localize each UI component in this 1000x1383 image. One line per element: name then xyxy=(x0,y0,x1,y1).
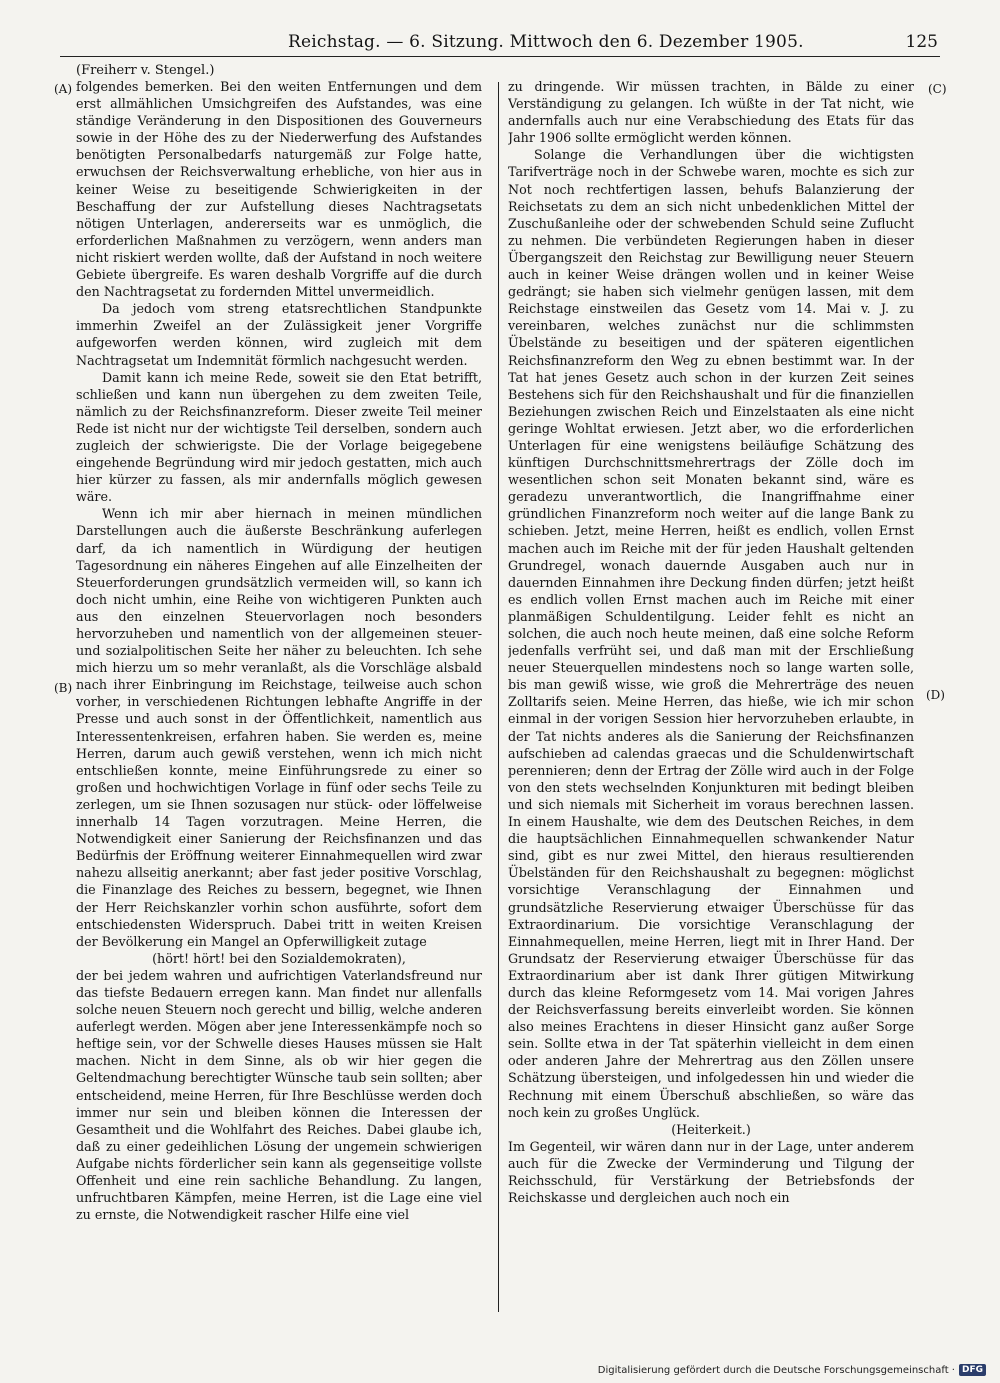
left-paragraph-4: Wenn ich mir aber hiernach in meinen mündlichen Darstellungen auch die äußerste Beschränkung auferlegen darf, da ich namentlich in Würdigung der heutigen Tagesordnung ein näheres Eingehen auf alle Einzelheiten der Steuerforderungen grundsätzlich vermeiden will, so kann ich doch nicht umhin, eine Reihe von wichtigeren Punkten auch aus den einzelnen Steuervorlagen noch besonders hervorzuheben und namentlich von der allgemeinen steuer- und sozialpolitischen Seite her näher zu beleuchten. Ich sehe mich hierzu um so mehr veranlaßt, als die Vorschläge alsbald nach ihrer Einbringung im Reichstage, teilweise auch schon vorher, in verschiedenen Richtungen lebhafte Angriffe in der Presse und auch sonst in der Öffentlichkeit, namentlich aus Interessentenkreisen, erfahren haben. Sie werden es, meine Herren, darum auch gewiß verstehen, wenn ich mich nicht entschließen konnte, meine Einführungsrede zu einer so großen und hochwichtigen Vorlage in fünf oder sechs Teile zu zerlegen, um sie Ihnen sozusagen nur stück- oder löffelweise innerhalb 14 Tagen vorzutragen. Meine Herren, die Notwendigkeit einer Sanierung der Reichsfinanzen und das Bedürfnis der Eröffnung weiterer Einnahmequellen wird zwar nahezu allseitig anerkannt; aber fast jeder positive Vorschlag, die Finanzlage des Reiches zu bessern, begegnet, wie Ihnen der Herr Reichskanzler vorhin schon ausführte, sofort dem entschiedensten Widerspruch. Dabei tritt in weiten Kreisen der Bevölkerung ein Mangel an Opferwilligkeit zutage xyxy=(76,506,482,949)
right-column xyxy=(508,78,914,1303)
margin-marker-a: (A) xyxy=(54,82,73,96)
column-divider xyxy=(498,82,499,1312)
margin-marker-d: (D) xyxy=(926,688,945,702)
page-number: 125 xyxy=(905,32,938,52)
left-paragraph-5: der bei jedem wahren und aufrichtigen Vaterlandsfreund nur das tiefste Bedauern erregen kann. Man findet nur allenfalls solche neuen Steuern noch gerecht und billig, welche anderen auferlegt werden. Mögen aber jene Interessenkämpfe noch so heftige sein, vor der Schwelle dieses Hauses müssen sie Halt machen. Nicht in dem Sinne, als ob wir hier gegen die Geltendmachung berechtigter Wünsche taub sein sollten; aber entscheidend, meine Herren, für Ihre Beschlüsse werden doch immer nur sein und bleiben können die Interessen der Gesamtheit und die Wohlfahrt des Reiches. Dabei glaube ich, daß zu einer gedeihlichen Lösung der ungemein schwierigen Aufgabe nichts förderlicher sein kann als gegenseitige vollste Offenheit und eine rein sachliche Behandlung. Zu langen, unfruchtbaren Kämpfen, meine Herren, ist die Lage eine viel zu ernste, die Notwendigkeit rascher Hilfe eine viel xyxy=(76,967,482,1223)
left-paragraph-2: Da jedoch vom streng etatsrechtlichen Standpunkte immerhin Zweifel an der Zulässigkeit jener Vorgriffe aufgeworfen werden können, wird zugleich mit dem Nachtragsetat um Indemnität förmlich nachgesucht werden. xyxy=(76,301,482,368)
running-header xyxy=(60,30,940,54)
left-paragraph-3: Damit kann ich meine Rede, soweit sie den Etat betrifft, schließen und kann nun übergehen zu dem zweiten Teile, nämlich zu der Reichsfinanzreform. Dieser zweite Teil meiner Rede ist nicht nur der wichtigste Teil derselben, sondern auch zugleich der schwierigste. Die der Vorlage beigegebene eingehende Begründung wird mir jedoch gestatten, mich auch hier kürzer zu fassen, als mir andernfalls möglich gewesen wäre. xyxy=(76,369,482,505)
page-title: Reichstag. — 6. Sitzung. Mittwoch den 6. Dezember 1905. xyxy=(288,32,804,52)
margin-marker-b: (B) xyxy=(54,681,73,695)
left-column xyxy=(76,78,482,1303)
margin-marker-c: (C) xyxy=(928,82,947,96)
right-paragraph-1: zu dringende. Wir müssen trachten, in Bälde zu einer Verständigung zu gelangen. Ich wüßte in der Tat nicht, wie andernfalls auch nur eine Verabschiedung des Etats für das Jahr 1906 sollte ermöglicht werden können. xyxy=(508,79,914,146)
left-interjection: (hört! hört! bei den Sozialdemokraten), xyxy=(152,950,406,966)
dfg-logo: DFG xyxy=(959,1364,986,1376)
speaker-label: (Freiherr v. Stengel.) xyxy=(76,63,215,78)
footer xyxy=(598,1364,986,1376)
right-paragraph-3: Im Gegenteil, wir wären dann nur in der Lage, unter anderem auch für die Zwecke der Verminderung und Tilgung der Reichsschuld, für Verstärkung der Betriebsfonds der Reichskasse und dergleichen auch noch ein xyxy=(508,1138,914,1206)
header-rule xyxy=(60,56,940,57)
right-interjection: (Heiterkeit.) xyxy=(671,1121,751,1137)
footer-text: Digitalisierung gefördert durch die Deutsche Forschungsgemeinschaft · xyxy=(597,1364,955,1376)
left-paragraph-1: folgendes bemerken. Bei den weiten Entfernungen und dem erst allmählichen Umsichgreifen des Aufstandes, was eine ständige Veränderung in den Dispositionen des Gouverneurs sowie in der Höhe des zu der Niederwerfung des Aufstandes benötigten Personalbedarfs naturgemäß zur Folge hatte, erwuchsen der Reichsverwaltung erhebliche, von hier aus in keiner Weise zu beseitigende Schwierigkeiten in der Beschaffung der zur Aufstellung dieses Nachtragsetats nötigen Unterlagen, andererseits war es unmöglich, die erforderlichen Maßnahmen zu verzögern, wenn anders man nicht riskiert werden wollte, daß der Aufstand in noch weitere Gebiete übergreife. Es waren deshalb Vorgriffe auf die durch den Nachtragsetat zu fordernden Mittel unvermeidlich. xyxy=(76,79,482,300)
right-paragraph-2: Solange die Verhandlungen über die wichtigsten Tarifverträge noch in der Schwebe waren, mochte es sich zur Not noch rechtfertigen lassen, behufs Balanzierung der Reichsetats zu dem an sich nicht unbedenklichen Mittel der Zuschußanleihe oder der schwebenden Schuld seine Zuflucht zu nehmen. Die verbündeten Regierungen haben in dieser Übergangszeit den Reichstag zur Bewilligung neuer Steuern auch in keiner Weise drängen wollen und in keiner Weise gedrängt; sie haben sich vielmehr genügen lassen, mit dem Reichstage einstweilen das Gesetz vom 14. Mai v. J. zu vereinbaren, welches zunächst nur die schlimmsten Übelstände zu beseitigen und der späteren eigentlichen Reichsfinanzreform den Weg zu ebnen bestimmt war. In der Tat hat jenes Gesetz auch schon in der kurzen Zeit seines Bestehens sich für den Reichshaushalt und für die finanziellen Beziehungen zwischen Reich und Einzelstaaten als eine nicht geringe Wohltat erwiesen. Jetzt aber, wo die erforderlichen Unterlagen für eine wenigstens beiläufige Schätzung des künftigen Durchschnittsmehrertrags der Zölle doch im wesentlichen schon seit Monaten bekannt sind, wäre es geradezu unverantwortlich, die Inangriffnahme einer gründlichen Finanzreform noch weiter auf die lange Bank zu schieben. Jetzt, meine Herren, heißt es endlich, vollen Ernst machen auch im Reiche mit der für jeden Haushalt geltenden Grundregel, wonach dauernde Ausgaben auch nur in dauernden Einnahmen ihre Deckung finden dürfen; jetzt heißt es endlich vollen Ernst machen auch im Reiche mit einer planmäßigen Schuldentilgung. Leider fehlt es nicht an solchen, die auch noch heute meinen, daß eine solche Reform jedenfalls verfrüht sei, und daß man mit der Erschließung neuer Steuerquellen mindestens noch so lange warten solle, bis man gewiß wisse, wie groß die Mehrerträge des neuen Zolltarifs seien. Meine Herren, das hieße, wie ich mir schon einmal in der vorigen Session hier hervorzuheben erlaubte, in der Tat nichts anderes als die Sanierung der Reichsfinanzen aufschieben ad calendas graecas und die Schuldenwirtschaft perennieren; denn der Ertrag der Zölle wird auch in der Folge von den stets wechselnden Konjunkturen mit bedingt bleiben und sich niemals mit Sicherheit im voraus berechnen lassen. In einem Haushalte, wie dem des Deutschen Reiches, in dem die hauptsächlichen Einnahmequellen schwankender Natur sind, gibt es nur zwei Mittel, den hieraus resultierenden Übelständen für den Reichshaushalt zu begegnen: möglichst vorsichtige Veranschlagung der Einnahmen und grundsätzliche Reservierung etwaiger Überschüsse für das Extraordinarium. Die vorsichtige Veranschlagung der Einnahmequellen, meine Herren, liegt mit in Ihrer Hand. Der Grundsatz der Reservierung etwaiger Überschüsse für das Extraordinarium aber ist dank Ihrer gütigen Mitwirkung durch das kleine Reformgesetz vom 14. Mai vorigen Jahres der Reichsverfassung bereits einverleibt worden. Sie können also meines Erachtens in dieser Hinsicht ganz außer Sorge sein. Sollte etwa in der Tat späterhin vielleicht in dem einen oder anderen Jahre der Mehrertrag aus den Zöllen unsere Schätzung übersteigen, und infolgedessen hin und wieder die Rechnung mit einem Überschuß abschließen, so wäre das noch kein zu großes Unglück. xyxy=(508,147,914,1120)
